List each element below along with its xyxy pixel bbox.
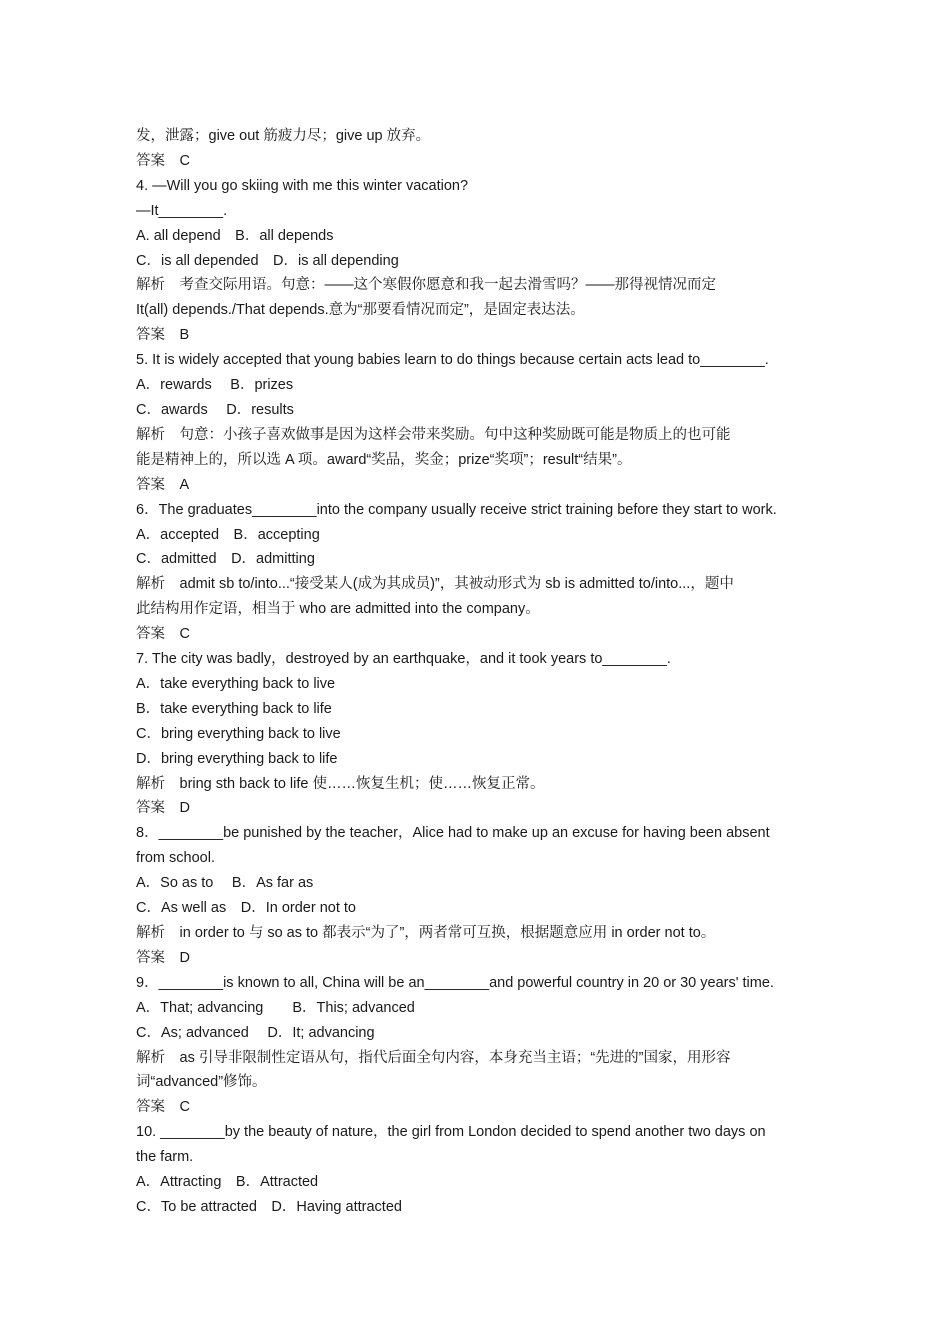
question-6-explanation-cont: 此结构用作定语，相当于 who are admitted into the company。: [136, 601, 540, 618]
question-10-stem-cont: the farm.: [136, 1149, 194, 1166]
question-10-options-ab: A．Attracting B．Attracted: [136, 1174, 319, 1191]
question-7-option-c: C．bring everything back to live: [136, 725, 341, 742]
question-7-stem: 7. The city was badly，destroyed by an earthquake，and it took years to________.: [136, 651, 671, 668]
question-9-explanation: 解析 as 引导非限制性定语从句，指代后面全句内容，本身充当主语；“先进的”国家，用形容: [136, 1049, 731, 1066]
question-4-answer: 答案 B: [136, 327, 190, 344]
question-8-answer: 答案 D: [136, 949, 190, 966]
question-5-explanation: 解析 句意：小孩子喜欢做事是因为这样会带来奖励。句中这种奖励既可能是物质上的也可能: [136, 426, 731, 443]
question-7-option-b: B．take everything back to life: [136, 700, 332, 717]
question-5-options-cd: C．awards D．results: [136, 401, 294, 418]
question-4-options-cd: C．is all depended D．is all depending: [136, 252, 399, 269]
question-8-explanation: 解析 in order to 与 so as to 都表示“为了”，两者常可互换，根据题意应用 in order not to。: [136, 925, 716, 941]
question-5-answer: 答案 A: [136, 476, 190, 493]
question-4-explanation: 解析 考查交际用语。句意：——这个寒假你愿意和我一起去滑雪吗？——那得视情况而定: [136, 277, 716, 294]
question-9-explanation-cont: 词“advanced”修饰。: [136, 1074, 267, 1091]
question-6-answer: 答案 C: [136, 626, 190, 643]
question-10-stem: 10. ________by the beauty of nature，the girl from London decided to spend another two days on: [136, 1124, 766, 1141]
question-9-options-cd: C．As; advanced D．It; advancing: [136, 1024, 375, 1041]
question-4-stem: 4. —Will you go skiing with me this winter vacation?: [136, 177, 469, 194]
question-9-answer: 答案 C: [136, 1099, 190, 1116]
question-4-explanation-cont: It(all) depends./That depends.意为“那要看情况而定”，是固定表达法。: [136, 302, 585, 319]
question-9-options-ab: A．That; advancing B．This; advanced: [136, 999, 415, 1016]
question-6-stem: 6．The graduates________into the company usually receive strict training before they start to work.: [136, 501, 777, 518]
question-8-options-cd: C．As well as D．In order not to: [136, 900, 356, 917]
question-7-explanation: 解析 bring sth back to life 使……恢复生机；使……恢复正常。: [136, 775, 545, 792]
question-5-options-ab: A．rewards B．prizes: [136, 377, 294, 394]
question-4-options-ab: A. all depend B．all depends: [136, 227, 334, 244]
text-line: 发，泄露；give out 筋疲力尽；give up 放弃。: [136, 128, 431, 144]
question-7-option-d: D．bring everything back to life: [136, 750, 338, 767]
document-page: [136, 124, 816, 1220]
answer-line: 答案 C: [136, 152, 190, 169]
question-6-explanation: 解析 admit sb to/into...“接受某人(成为其成员)”，其被动形式为 sb is admitted to/into...，题中: [136, 576, 734, 593]
question-4-response: —It________.: [136, 202, 228, 219]
question-8-stem-cont: from school.: [136, 850, 215, 867]
question-7-option-a: A．take everything back to live: [136, 675, 336, 692]
question-5-explanation-cont: 能是精神上的，所以选 A 项。award“奖品，奖金；prize“奖项”；result“结果”。: [136, 451, 632, 468]
question-5-stem: 5. It is widely accepted that young babies learn to do things because certain acts lead to________.: [136, 352, 769, 369]
question-6-options-ab: A．accepted B．accepting: [136, 526, 320, 543]
question-8-stem: 8．________be punished by the teacher，Alice had to make up an excuse for having been absent: [136, 825, 770, 842]
question-6-options-cd: C．admitted D．admitting: [136, 551, 315, 568]
question-7-answer: 答案 D: [136, 800, 190, 817]
question-10-options-cd: C．To be attracted D．Having attracted: [136, 1198, 402, 1215]
question-9-stem: 9．________is known to all, China will be an________and powerful country in 20 or 30 years' time.: [136, 974, 774, 991]
question-8-options-ab: A．So as to B．As far as: [136, 875, 314, 892]
